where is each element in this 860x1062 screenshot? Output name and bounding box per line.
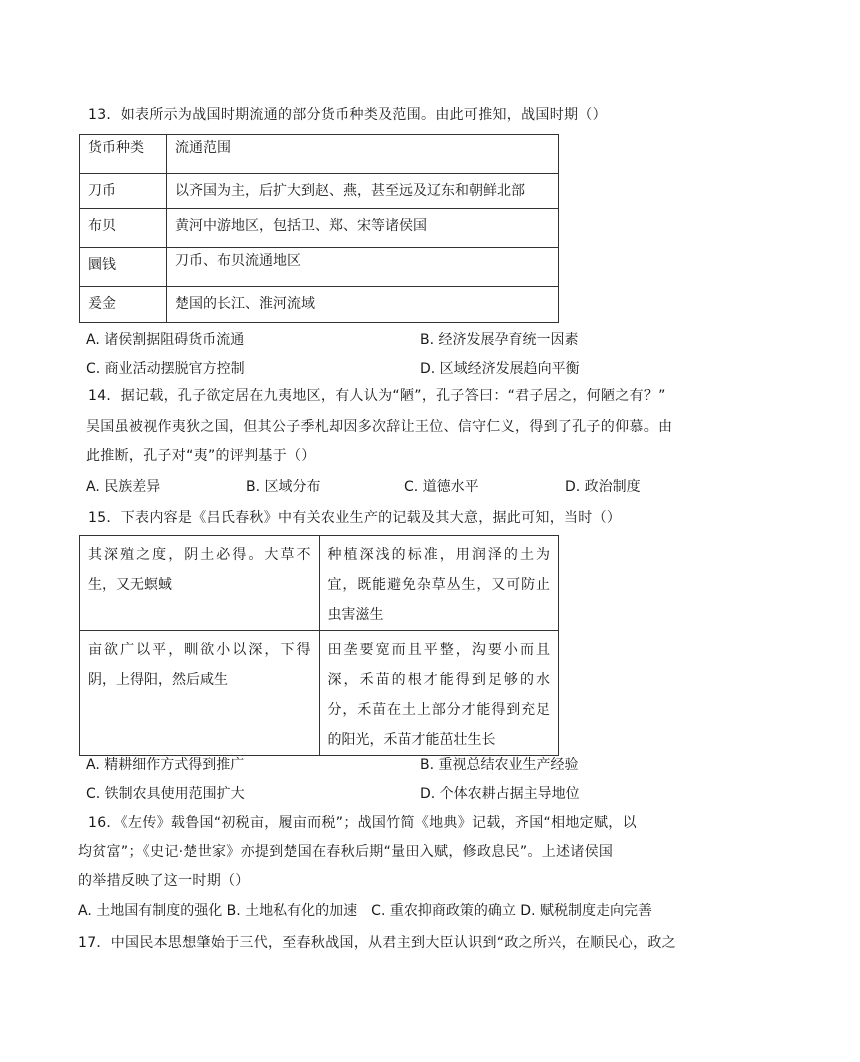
q13-stem: 13．如表所示为战国时期流通的部分货币种类及范围。由此可推知，战国时期（） <box>88 107 607 123</box>
currency-table <box>79 134 559 323</box>
table-header-cell: 货币种类 <box>80 135 167 174</box>
table-cell: 以齐国为主，后扩大到赵、燕，甚至远及辽东和朝鲜北部 <box>167 174 559 209</box>
table-row <box>80 174 559 209</box>
q14-stem-line: 此推断，孔子对“夷”的评判基于（） <box>86 448 316 464</box>
table-cell: 圜钱 <box>80 248 167 287</box>
q15-stem: 15．下表内容是《吕氏春秋》中有关农业生产的记载及其大意，据此可知，当时（） <box>88 510 622 526</box>
q14-stem-line: 吴国虽被视作夷狄之国，但其公子季札却因多次辞让王位、信守仁义，得到了孔子的仰慕。由 <box>86 419 673 435</box>
table-row <box>80 287 559 323</box>
q15-option-c: C. 铁制农具使用范围扩大 <box>86 786 245 802</box>
q16-stem-line: 均贫富”；《史记·楚世家》亦提到楚国在春秋后期“量田入赋，修政息民”。上述诸侯国 <box>78 844 614 860</box>
table-row <box>80 135 559 174</box>
q16-stem-line: 16．《左传》载鲁国“初税亩，履亩而税”；战国竹简《地典》记载，齐国“相地定赋，以 <box>88 815 637 831</box>
table-row <box>80 631 559 756</box>
q15-option-b: B. 重视总结农业生产经验 <box>420 757 579 773</box>
table-cell: 楚国的长江、淮河流域 <box>167 287 559 323</box>
q13-option-b: B. 经济发展孕育统一因素 <box>420 332 579 348</box>
q17-stem-line: 17．中国民本思想肇始于三代，至春秋战国，从君主到大臣认识到“政之所兴，在顺民心，政之 <box>78 935 676 951</box>
q13-option-c: C. 商业活动摆脱官方控制 <box>86 361 245 377</box>
table-cell: 刀币 <box>80 174 167 209</box>
table-cell: 田垄要宽而且平整，沟要小而且深，禾苗的根才能得到足够的水分，禾苗在土上部分才能得到充足的阳光，禾苗才能茁壮生长 <box>319 631 559 756</box>
table-row <box>80 248 559 287</box>
q14-stem-line: 14．据记载，孔子欲定居在九夷地区，有人认为“陋”，孔子答曰：“君子居之，何陋之有？” <box>88 388 666 404</box>
q14-option-c: C. 道德水平 <box>404 479 479 495</box>
q15-option-d: D. 个体农耕占据主导地位 <box>420 786 580 802</box>
agriculture-table <box>79 535 559 756</box>
table-cell: 爰金 <box>80 287 167 323</box>
table-cell: 其深殖之度，阴土必得。大草不生，又无螟蜮 <box>80 536 320 631</box>
table-row <box>80 209 559 248</box>
q14-option-a: A. 民族差异 <box>86 479 161 495</box>
table-cell: 种植深浅的标准，用润泽的土为宜，既能避免杂草丛生，又可防止虫害滋生 <box>319 536 559 631</box>
q14-option-b: B. 区域分布 <box>246 479 321 495</box>
q16-stem-line: 的举措反映了这一时期（） <box>78 873 250 889</box>
table-cell: 黄河中游地区，包括卫、郑、宋等诸侯国 <box>167 209 559 248</box>
table-row <box>80 536 559 631</box>
q13-option-d: D. 区域经济发展趋向平衡 <box>420 361 580 377</box>
table-cell: 布贝 <box>80 209 167 248</box>
q13-option-a: A. 诸侯割据阻碍货币流通 <box>86 332 245 348</box>
q16-options: A. 土地国有制度的强化 B. 土地私有化的加速 C. 重农抑商政策的确立 D. 赋税制度走向完善 <box>78 903 652 919</box>
table-cell: 亩欲广以平，甽欲小以深，下得阴，上得阳，然后咸生 <box>80 631 320 756</box>
q15-option-a: A. 精耕细作方式得到推广 <box>86 757 245 773</box>
table-header-cell: 流通范围 <box>167 135 559 174</box>
q14-option-d: D. 政治制度 <box>565 479 641 495</box>
table-cell: 刀币、布贝流通地区 <box>167 248 559 287</box>
